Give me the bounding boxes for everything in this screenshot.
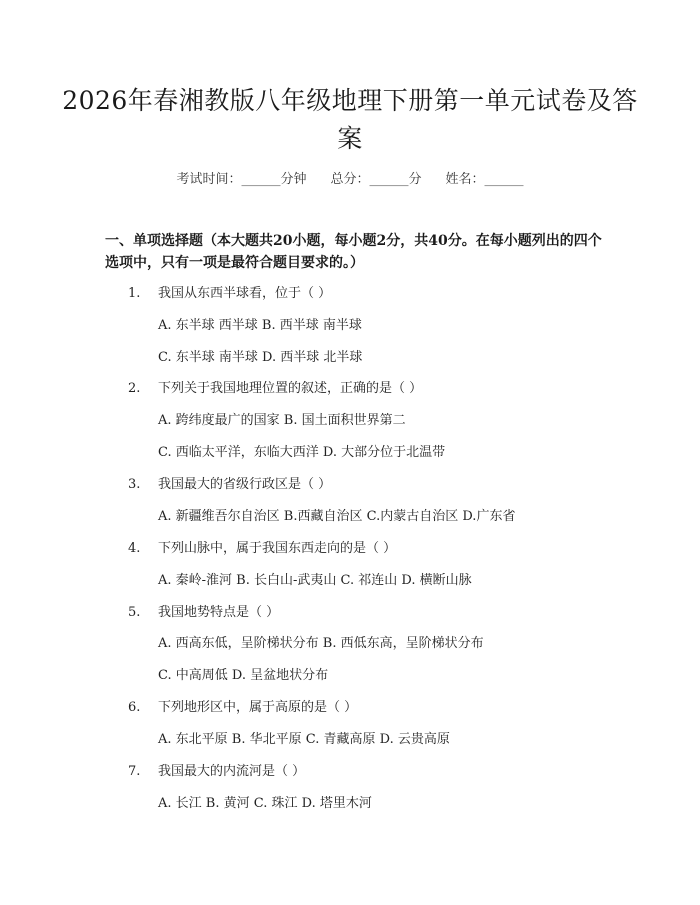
question-7: [128, 760, 305, 779]
question-4-options-line-1: A. 秦岭-淮河 B. 长白山-武夷山 C. 祁连山 D. 横断山脉: [158, 573, 472, 588]
total-score-field: 总分：______分: [330, 172, 422, 187]
section-heading: 一、单项选择题（本大题共20小题，每小题2分，共40分。在每小题列出的四个选项中，只有一项是最符合题目要求的。）: [105, 233, 602, 271]
question-2-options-line-1: A. 跨纬度最广的国家 B. 国土面积世界第二: [158, 413, 406, 428]
question-stem: 下列关于我国地理位置的叙述，正确的是（ ）: [158, 381, 423, 396]
question-stem: 我国最大的内流河是（ ）: [158, 764, 306, 779]
question-4: [128, 537, 396, 556]
question-number: 5.: [128, 605, 141, 620]
question-number: 4.: [128, 541, 141, 556]
question-5-options-line-2: C. 中高周低 D. 呈盆地状分布: [158, 668, 329, 683]
question-6-options-line-1: A. 东北平原 B. 华北平原 C. 青藏高原 D. 云贵高原: [158, 732, 450, 747]
question-stem: 下列地形区中，属于高原的是（ ）: [158, 700, 358, 715]
exam-time-field: 考试时间：______分钟: [176, 172, 307, 187]
question-stem: 我国从东西半球看，位于（ ）: [158, 286, 332, 301]
question-7-options-line-1: A. 长江 B. 黄河 C. 珠江 D. 塔里木河: [158, 796, 372, 811]
question-stem: 我国地势特点是（ ）: [158, 605, 280, 620]
question-5: [128, 601, 279, 620]
question-number: 1.: [128, 286, 141, 301]
question-number: 7.: [128, 764, 141, 779]
question-number: 3.: [128, 477, 141, 492]
question-5-options-line-1: A. 西高东低，呈阶梯状分布 B. 西低东高，呈阶梯状分布: [158, 636, 484, 651]
question-1-options-line-1: A. 东半球 西半球 B. 西半球 南半球: [158, 318, 362, 333]
question-3: [128, 473, 331, 492]
question-2-options-line-2: C. 西临太平洋，东临大西洋 D. 大部分位于北温带: [158, 445, 446, 460]
question-number: 2.: [128, 381, 141, 396]
student-name-field: 姓名：______: [445, 172, 524, 187]
question-6: [128, 696, 357, 715]
question-1: [128, 282, 331, 301]
question-number: 6.: [128, 700, 141, 715]
exam-meta-line: [0, 168, 700, 187]
question-stem: 我国最大的省级行政区是（ ）: [158, 477, 332, 492]
question-stem: 下列山脉中，属于我国东西走向的是（ ）: [158, 541, 397, 556]
question-3-options-line-1: A. 新疆维吾尔自治区 B.西藏自治区 C.内蒙古自治区 D.广东省: [158, 509, 516, 524]
question-2: [128, 377, 422, 396]
question-1-options-line-2: C. 东半球 南半球 D. 西半球 北半球: [158, 350, 363, 365]
document-title: 2026年春湘教版八年级地理下册第一单元试卷及答案: [62, 86, 638, 153]
